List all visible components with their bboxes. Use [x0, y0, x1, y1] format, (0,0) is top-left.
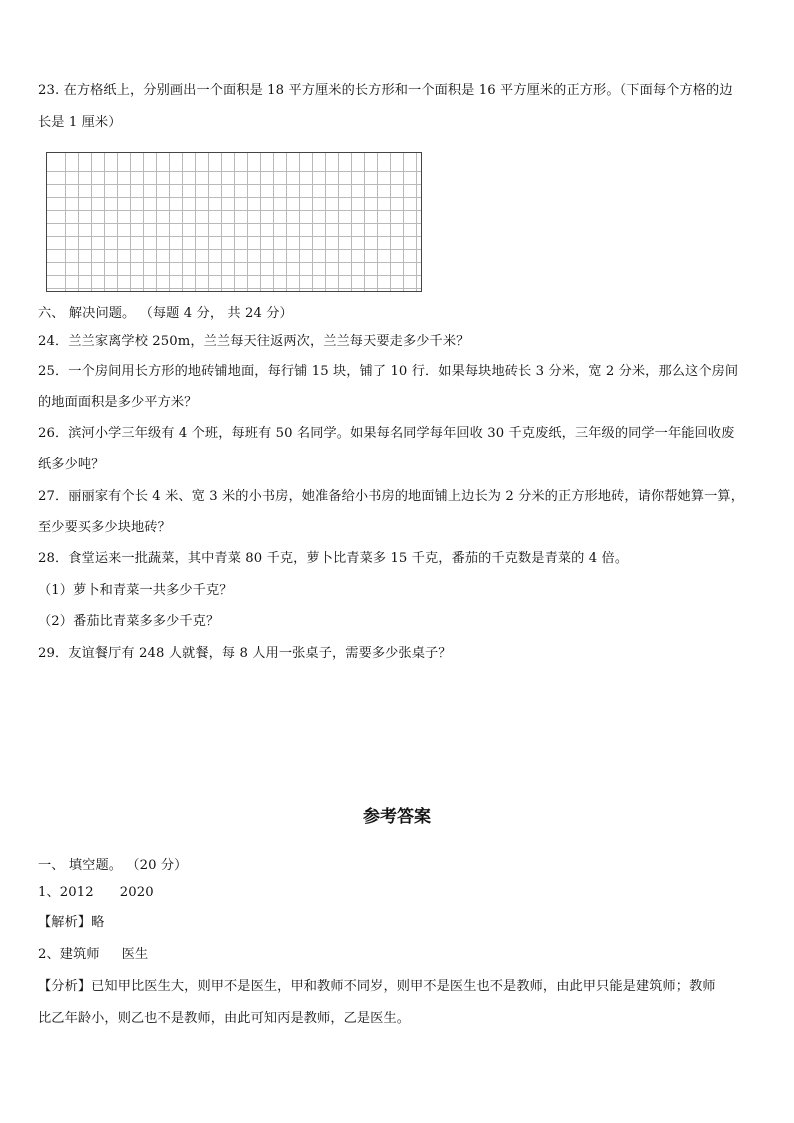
answers-title: 参考答案	[363, 807, 431, 827]
question-24: 24．兰兰家离学校 250m，兰兰每天往返两次，兰兰每天要走多少千米？	[38, 334, 470, 349]
question-26-line-1: 26．滨河小学三年级有 4 个班，每班有 50 名同学。如果每名同学每年回收 30 千克废纸，三年级的同学一年能回收废	[38, 426, 735, 441]
question-28: 28．食堂运来一批蔬菜，其中青菜 80 千克，萝卜比青菜多 15 千克，番茄的千克数是青菜的 4 倍。	[38, 551, 629, 566]
question-28-sub-2: （2）番茄比青菜多多少千克？	[38, 614, 220, 629]
graph-paper-grid	[46, 152, 422, 292]
answer-2-value: 医生	[121, 947, 149, 962]
answer-2-label: 2、建筑师	[38, 947, 100, 962]
section-6-header: 六、 解决问题。 （每题 4 分， 共 24 分）	[38, 306, 293, 321]
answers-section-1-header: 一、 填空题。 （20 分）	[38, 858, 188, 873]
question-23-line-2: 长是 1 厘米）	[38, 115, 122, 130]
question-27-line-1: 27．丽丽家有个长 4 米、宽 3 米的小书房，她准备给小书房的地面铺上边长为 2 分米的正方形地砖，请你帮她算一算，	[38, 489, 744, 504]
question-26-line-2: 纸多少吨？	[38, 457, 105, 472]
answer-1-analysis: 【解析】略	[38, 915, 105, 930]
question-27-line-2: 至少要买多少块地砖？	[38, 520, 171, 535]
question-23-line-1: 23. 在方格纸上，分别画出一个面积是 18 平方厘米的长方形和一个面积是 16 平方厘米的正方形。（下面每个方格的边	[38, 83, 733, 98]
question-28-sub-1: （1）萝卜和青菜一共多少千克？	[38, 583, 233, 598]
answer-1-label: 1、2012	[38, 885, 94, 900]
answer-2-analysis-line-2: 比乙年龄小，则乙也不是教师，由此可知丙是教师，乙是医生。	[38, 1011, 411, 1026]
question-25-line-1: 25．一个房间用长方形的地砖铺地面，每行铺 15 块，铺了 10 行．如果每块地砖长 3 分米，宽 2 分米，那么这个房间	[38, 364, 739, 379]
question-25-line-2: 的地面面积是多少平方米？	[38, 395, 198, 410]
question-29: 29．友谊餐厅有 248 人就餐，每 8 人用一张桌子，需要多少张桌子？	[38, 646, 452, 661]
answer-1	[38, 884, 154, 902]
answer-2	[38, 946, 148, 964]
answer-1-value: 2020	[119, 885, 154, 900]
answer-2-analysis-line-1: 【分析】已知甲比医生大，则甲不是医生，甲和教师不同岁，则甲不是医生也不是教师，由此甲只能是建筑师；教师	[38, 979, 716, 994]
